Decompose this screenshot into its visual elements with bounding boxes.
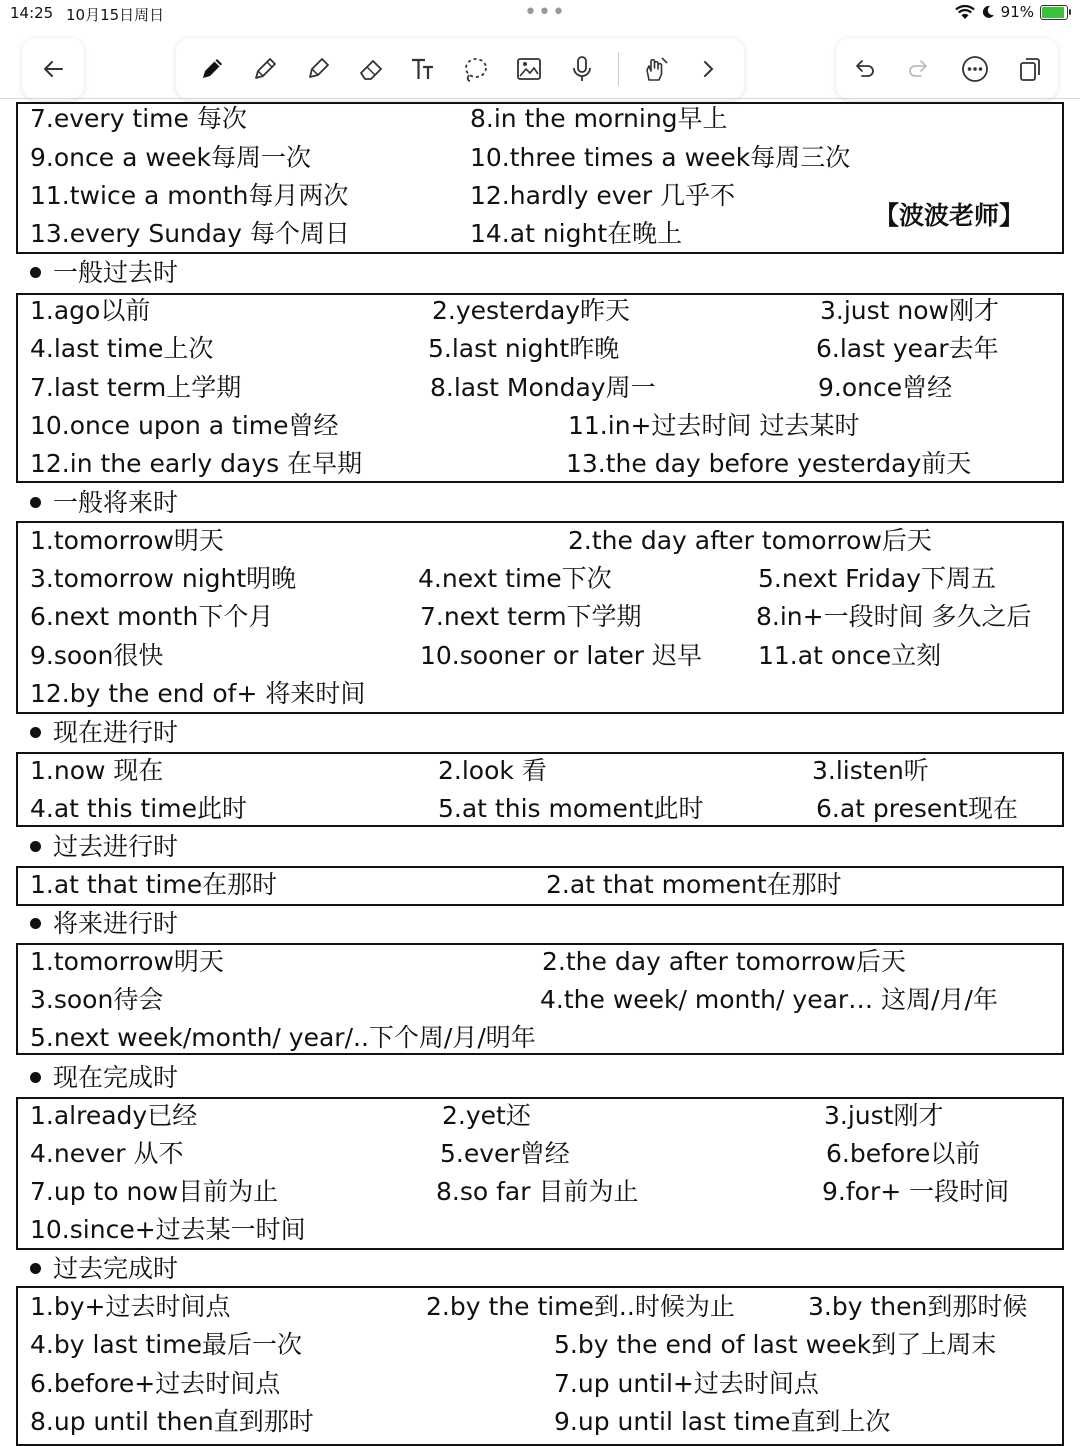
teacher-label: 【波波老师】 — [874, 201, 1025, 230]
list-item: 5.next week/month/ year/..下个周/月/明年 — [30, 1023, 536, 1052]
section-heading — [30, 488, 178, 518]
eraser-tool-button[interactable] — [354, 52, 388, 86]
more-options-button[interactable] — [958, 52, 992, 86]
list-item: 7.every time 每次 — [30, 104, 247, 133]
back-button[interactable] — [22, 38, 84, 100]
list-item: 8.so far 目前为止 — [436, 1177, 639, 1206]
wifi-icon — [955, 5, 975, 20]
list-item: 7.next term下学期 — [420, 602, 642, 631]
list-item: 3.just now刚才 — [820, 296, 1000, 325]
more-icon — [960, 54, 990, 84]
list-item: 10.once upon a time曾经 — [30, 411, 339, 440]
section-title: 一般将来时 — [53, 488, 179, 517]
toolbar-divider — [0, 98, 1080, 99]
eraser-icon — [356, 54, 386, 84]
list-item: 9.up until last time直到上次 — [554, 1407, 891, 1436]
list-item: 4.by last time最后一次 — [30, 1330, 302, 1359]
highlighter-tool-button[interactable] — [301, 52, 335, 86]
pen-tool-button[interactable] — [195, 52, 229, 86]
section-title: 现在进行时 — [53, 718, 179, 747]
list-item: 9.for+ 一段时间 — [822, 1177, 1010, 1206]
list-item: 10.since+过去某一时间 — [30, 1215, 306, 1244]
redo-button[interactable] — [902, 52, 936, 86]
list-item: 2.by the time到..时候为止 — [426, 1292, 735, 1321]
list-item: 5.last night昨晚 — [428, 334, 620, 363]
arrow-left-icon — [36, 52, 70, 86]
image-tool-button[interactable] — [512, 52, 546, 86]
toolbar-separator — [618, 52, 619, 86]
highlighter-icon — [303, 54, 333, 84]
list-item: 1.at that time在那时 — [30, 870, 278, 899]
image-icon — [514, 54, 544, 84]
status-bar — [0, 0, 1080, 28]
battery-level — [1042, 7, 1064, 18]
list-item: 2.the day after tomorrow后天 — [568, 526, 932, 555]
list-item: 4.never 从不 — [30, 1139, 184, 1168]
list-item: 7.up until+过去时间点 — [554, 1369, 819, 1398]
list-item: 8.last Monday周一 — [430, 373, 656, 402]
redo-icon — [904, 54, 934, 84]
bullet-icon — [30, 727, 41, 738]
list-item: 12.in the early days 在早期 — [30, 449, 363, 478]
list-item: 8.in the morning早上 — [470, 104, 728, 133]
section-title: 过去完成时 — [53, 1254, 179, 1283]
list-item: 2.look 看 — [438, 756, 547, 785]
list-item: 12.by the end of+ 将来时间 — [30, 679, 366, 708]
bullet-icon — [30, 841, 41, 852]
pencil-icon — [250, 54, 280, 84]
moon-icon — [981, 5, 995, 19]
section-heading — [30, 909, 178, 939]
bullet-icon — [30, 1072, 41, 1083]
section-heading — [30, 832, 178, 862]
more-tools-button[interactable] — [691, 52, 725, 86]
status-indicators — [955, 3, 1068, 21]
list-item: 5.at this moment此时 — [438, 794, 704, 823]
chevron-right-icon — [693, 54, 723, 84]
list-item: 9.once a week每周一次 — [30, 143, 312, 172]
list-item: 1.now 现在 — [30, 756, 164, 785]
battery-icon — [1040, 5, 1068, 20]
section-title: 一般过去时 — [53, 258, 179, 287]
section-heading — [30, 258, 178, 288]
bullet-icon — [30, 267, 41, 278]
multitasking-dots-icon[interactable]: ••• — [524, 0, 566, 25]
list-item: 7.up to now目前为止 — [30, 1177, 279, 1206]
list-item: 10.three times a week每周三次 — [470, 143, 851, 172]
list-item: 7.last term上学期 — [30, 373, 242, 402]
list-item: 4.last time上次 — [30, 334, 214, 363]
list-item: 5.next Friday下周五 — [758, 564, 996, 593]
section-title: 过去进行时 — [53, 832, 179, 861]
list-item: 12.hardly ever 几乎不 — [470, 181, 736, 210]
lasso-icon — [461, 54, 491, 84]
section-heading — [30, 1063, 178, 1093]
pen-icon — [197, 54, 227, 84]
list-item: 2.the day after tomorrow后天 — [542, 947, 906, 976]
bullet-icon — [30, 918, 41, 929]
list-item: 2.at that moment在那时 — [546, 870, 842, 899]
microphone-button[interactable] — [565, 52, 599, 86]
list-item: 3.soon待会 — [30, 985, 164, 1014]
list-item: 11.twice a month每月两次 — [30, 181, 349, 210]
list-item: 1.already已经 — [30, 1101, 198, 1130]
list-item: 6.at present现在 — [816, 794, 1018, 823]
list-item: 8.up until then直到那时 — [30, 1407, 314, 1436]
list-item: 3.just刚才 — [824, 1101, 944, 1130]
list-item: 9.once曾经 — [818, 373, 953, 402]
action-toolbar — [836, 38, 1058, 100]
list-item: 6.next month下个月 — [30, 602, 274, 631]
list-item: 3.by then到那时候 — [808, 1292, 1028, 1321]
bullet-icon — [30, 497, 41, 508]
text-tool-button[interactable] — [407, 52, 441, 86]
drawing-toolbar — [176, 38, 744, 100]
list-item: 8.in+一段时间 多久之后 — [756, 602, 1032, 631]
undo-icon — [849, 54, 879, 84]
list-item: 3.listen听 — [812, 756, 929, 785]
list-item: 4.the week/ month/ year… 这周/月/年 — [540, 985, 998, 1014]
list-item: 2.yesterday昨天 — [432, 296, 631, 325]
text-tool-icon — [409, 54, 439, 84]
undo-button[interactable] — [847, 52, 881, 86]
list-item: 11.in+过去时间 过去某时 — [568, 411, 860, 440]
status-date: 10月15日周日 — [66, 6, 165, 24]
section-title: 将来进行时 — [53, 909, 179, 938]
battery-percentage: 91% — [1000, 3, 1034, 21]
touch-pen-button[interactable] — [638, 52, 672, 86]
list-item: 4.at this time此时 — [30, 794, 247, 823]
list-item: 3.tomorrow night明晚 — [30, 564, 297, 593]
list-item: 13.the day before yesterday前天 — [566, 449, 972, 478]
list-item: 5.ever曾经 — [440, 1139, 570, 1168]
list-item: 13.every Sunday 每个周日 — [30, 219, 350, 248]
section-title: 现在完成时 — [53, 1063, 179, 1092]
list-item: 2.yet还 — [442, 1101, 531, 1130]
bullet-icon — [30, 1263, 41, 1274]
list-item: 1.tomorrow明天 — [30, 526, 224, 555]
microphone-icon — [567, 54, 597, 84]
pencil-tool-button[interactable] — [248, 52, 282, 86]
list-item: 1.ago以前 — [30, 296, 151, 325]
list-item: 1.by+过去时间点 — [30, 1292, 231, 1321]
list-item: 4.next time下次 — [418, 564, 612, 593]
list-item: 6.before以前 — [826, 1139, 981, 1168]
list-item: 11.at once立刻 — [758, 641, 942, 670]
touch-pen-icon — [640, 54, 670, 84]
list-item: 6.before+过去时间点 — [30, 1369, 281, 1398]
status-time: 14:25 — [10, 4, 54, 22]
section-heading — [30, 718, 178, 748]
list-item: 1.tomorrow明天 — [30, 947, 224, 976]
lasso-tool-button[interactable] — [459, 52, 493, 86]
pages-button[interactable] — [1013, 52, 1047, 86]
pages-icon — [1015, 54, 1045, 84]
list-item: 14.at night在晚上 — [470, 219, 683, 248]
list-item: 10.sooner or later 迟早 — [420, 641, 703, 670]
list-item: 9.soon很快 — [30, 641, 164, 670]
section-heading — [30, 1254, 178, 1284]
list-item: 5.by the end of last week到了上周末 — [554, 1330, 997, 1359]
list-item: 6.last year去年 — [816, 334, 999, 363]
